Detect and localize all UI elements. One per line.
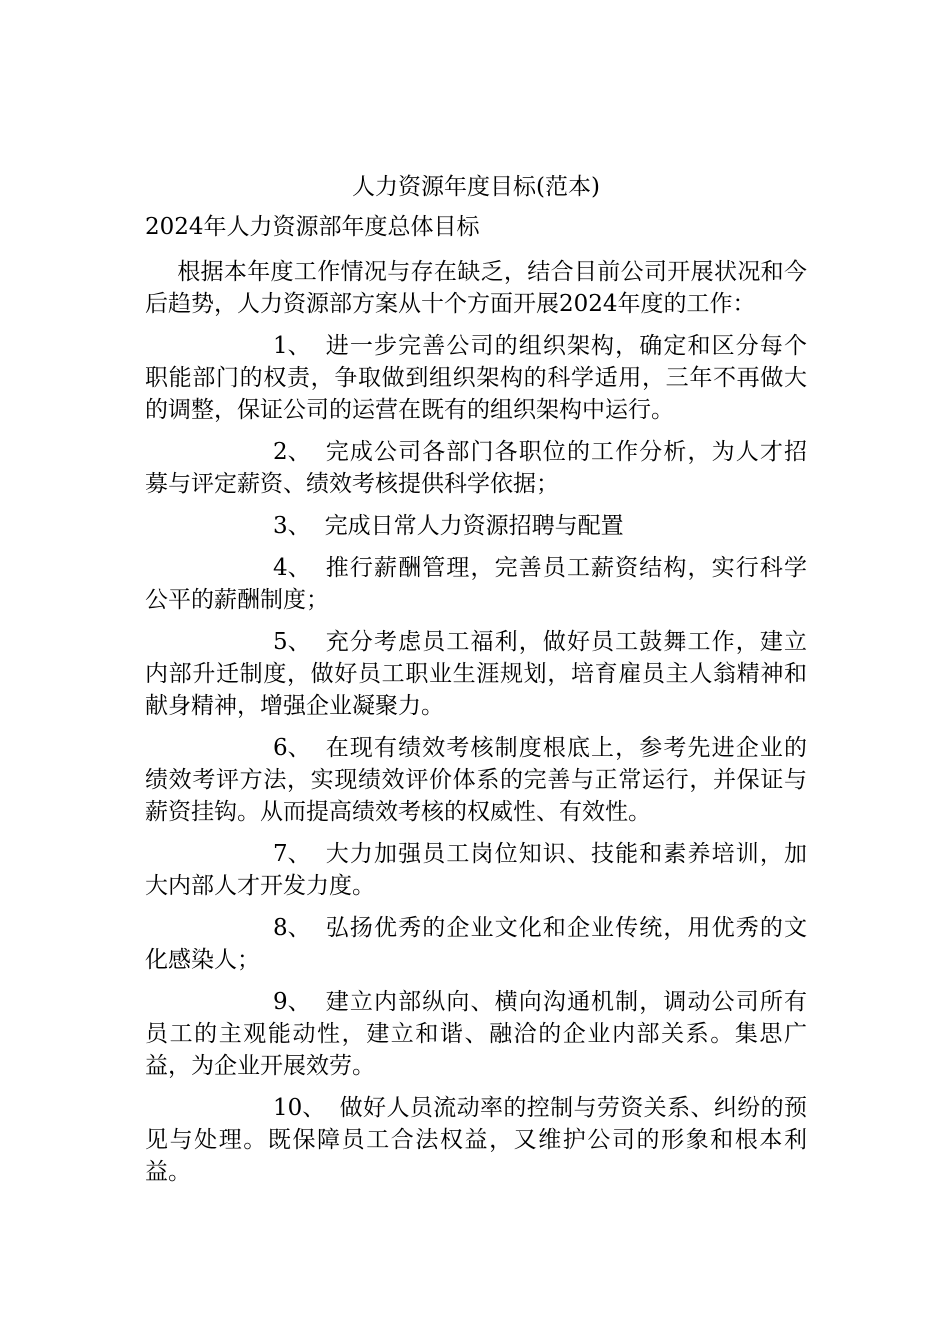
list-item-number: 10、 [273, 1095, 326, 1121]
list-item-number: 5、 [273, 629, 311, 655]
list-item-text: 建立内部纵向、横向沟通机制，调动公司所有员工的主观能动性，建立和谐、融洽的企业内部关系。集思广益，为企业开展效劳。 [145, 989, 807, 1079]
list-item [145, 626, 807, 722]
list-item-number: 1、 [273, 333, 311, 359]
list-item [145, 330, 807, 426]
intro-paragraph: 根据本年度工作情况与存在缺乏，结合目前公司开展状况和今后趋势，人力资源部方案从十个方面开展2024年度的工作： [145, 259, 807, 317]
list-item [145, 838, 807, 902]
list-item-text: 弘扬优秀的企业文化和企业传统，用优秀的文化感染人； [145, 915, 807, 973]
document-page [145, 170, 807, 1198]
list-item-number: 8、 [273, 915, 311, 941]
list-item [145, 552, 807, 616]
list-item-number: 9、 [273, 989, 311, 1015]
list-item-text: 大力加强员工岗位知识、技能和素养培训，加大内部人才开发力度。 [145, 841, 807, 899]
list-item-text: 充分考虑员工福利，做好员工鼓舞工作，建立内部升迁制度，做好员工职业生涯规划，培育雇员主人翁精神和献身精神，增强企业凝聚力。 [145, 629, 807, 719]
document-subtitle: 2024年人力资源部年度总体目标 [145, 214, 480, 240]
list-item-number: 4、 [273, 555, 311, 581]
list-item-text: 完成日常人力资源招聘与配置 [324, 513, 624, 539]
list-item-text: 在现有绩效考核制度根底上，参考先进企业的绩效考评方法，实现绩效评价体系的完善与正常运行，并保证与薪资挂钩。从而提高绩效考核的权威性、有效性。 [145, 735, 807, 825]
list-item [145, 1092, 807, 1188]
list-item [145, 912, 807, 976]
list-item-text: 进一步完善公司的组织架构，确定和区分每个职能部门的权责，争取做到组织架构的科学适用，三年不再做大的调整，保证公司的运营在既有的组织架构中运行。 [145, 333, 807, 423]
list-item-number: 2、 [273, 439, 311, 465]
list-item [145, 436, 807, 500]
list-item [145, 732, 807, 828]
list-item-text: 做好人员流动率的控制与劳资关系、纠纷的预见与处理。既保障员工合法权益，又维护公司的形象和根本利益。 [145, 1095, 807, 1185]
list-item [145, 510, 807, 542]
list-item [145, 986, 807, 1082]
list-item-number: 7、 [273, 841, 311, 867]
list-item-number: 3、 [273, 513, 311, 539]
list-item-text: 推行薪酬管理，完善员工薪资结构，实行科学公平的薪酬制度； [145, 555, 807, 613]
list-item-text: 完成公司各部门各职位的工作分析，为人才招募与评定薪资、绩效考核提供科学依据； [145, 439, 807, 497]
document-title: 人力资源年度目标(范本) [352, 174, 600, 200]
list-item-number: 6、 [273, 735, 311, 761]
